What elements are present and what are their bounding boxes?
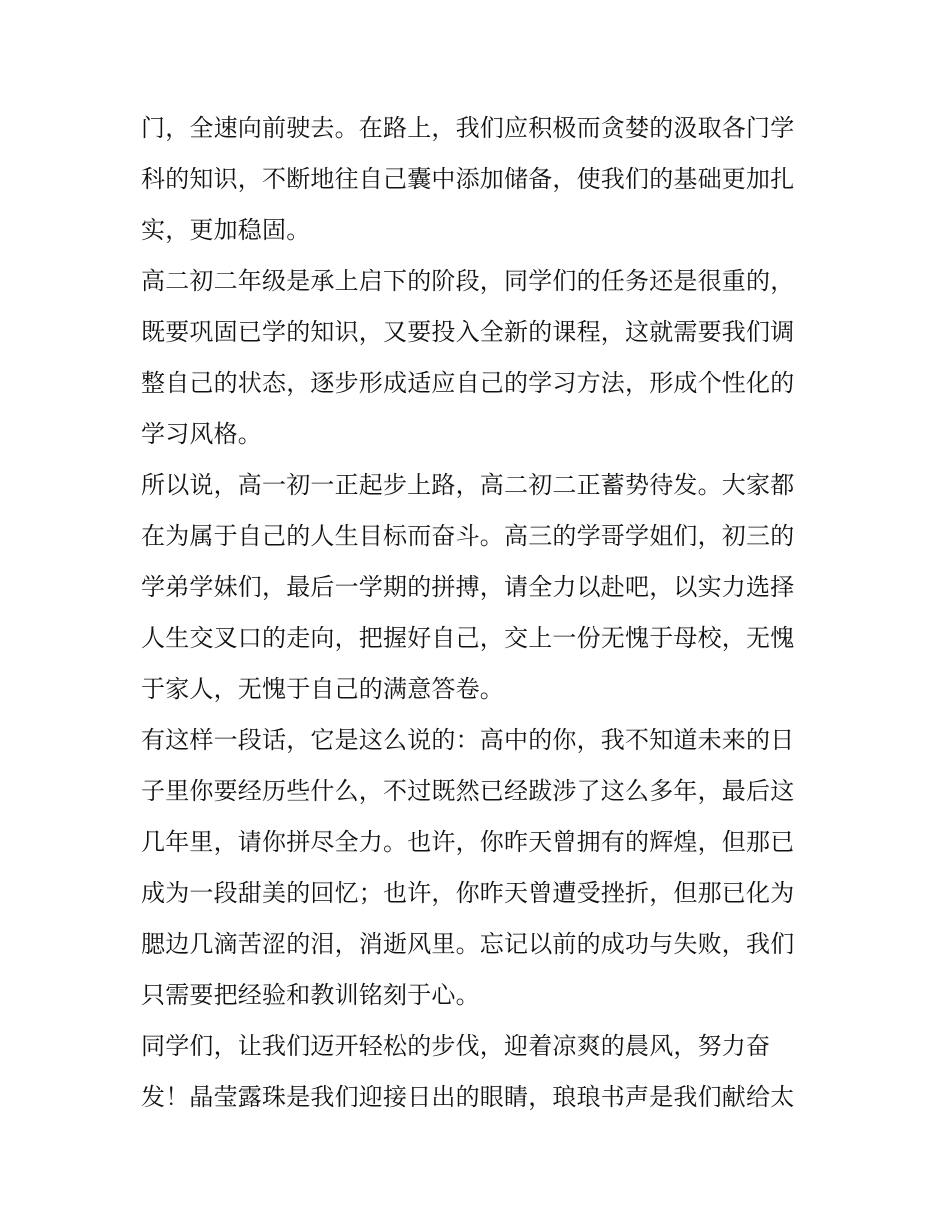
- text-line: 既要巩固已学的知识，又要投入全新的课程，这就需要我们调: [141, 318, 795, 346]
- text-line: 门，全速向前驶去。在路上，我们应积极而贪婪的汲取各门学: [141, 114, 795, 142]
- text-line: 学习风格。: [141, 420, 262, 448]
- text-line: 实，更加稳固。: [141, 216, 311, 244]
- text-line: 人生交叉口的走向，把握好自己，交上一份无愧于母校，无愧: [141, 624, 795, 652]
- text-line: 几年里，请你拼尽全力。也许，你昨天曾拥有的辉煌，但那已: [141, 828, 795, 856]
- text-line: 成为一段甜美的回忆；也许，你昨天曾遭受挫折，但那已化为: [141, 879, 795, 907]
- text-line: 有这样一段话，它是这么说的：高中的你，我不知道未来的日: [141, 726, 795, 754]
- text-line: 只需要把经验和教训铭刻于心。: [141, 981, 480, 1009]
- text-line: 科的知识，不断地往自己囊中添加储备，使我们的基础更加扎: [141, 165, 795, 193]
- text-line: 在为属于自己的人生目标而奋斗。高三的学哥学姐们，初三的: [141, 522, 795, 550]
- text-line: 整自己的状态，逐步形成适应自己的学习方法，形成个性化的: [141, 369, 795, 397]
- text-line: 学弟学妹们，最后一学期的拼搏，请全力以赴吧，以实力选择: [141, 573, 795, 601]
- text-line: 所以说，高一初一正起步上路，高二初二正蓄势待发。大家都: [141, 471, 795, 499]
- text-line: 发！晶莹露珠是我们迎接日出的眼睛，琅琅书声是我们献给太: [141, 1083, 795, 1111]
- text-line: 子里你要经历些什么，不过既然已经跋涉了这么多年，最后这: [141, 777, 795, 805]
- text-line: 于家人，无愧于自己的满意答卷。: [141, 675, 504, 703]
- text-line: 同学们，让我们迈开轻松的步伐，迎着凉爽的晨风，努力奋: [141, 1032, 771, 1060]
- text-line: 腮边几滴苦涩的泪，消逝风里。忘记以前的成功与失败，我们: [141, 930, 795, 958]
- text-line: 高二初二年级是承上启下的阶段，同学们的任务还是很重的，: [141, 267, 795, 295]
- document-body: [141, 103, 821, 1123]
